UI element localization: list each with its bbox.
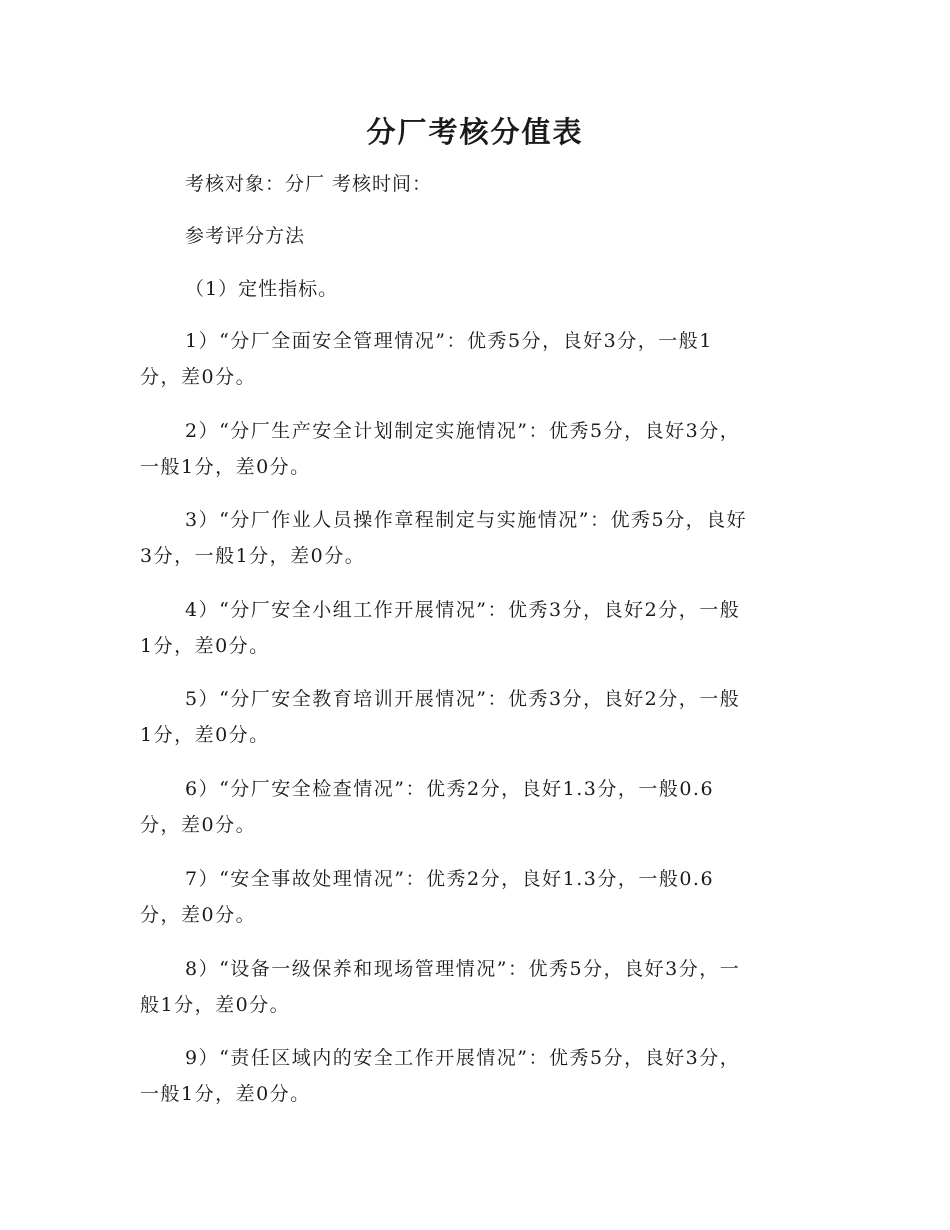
meta-line: 考核对象：分厂 考核时间： (185, 173, 433, 195)
criterion-line-1: 5）“分厂安全教育培训开展情况”：优秀3分，良好2分，一般 (185, 688, 741, 710)
criterion-line-1: 3）“分厂作业人员操作章程制定与实施情况”：优秀5分，良好 (185, 509, 748, 531)
criterion-line-2: 3分，一般1分，差0分。 (140, 545, 366, 567)
criterion-line-2: 分，差0分。 (140, 366, 257, 388)
criterion-line-1: 2）“分厂生产安全计划制定实施情况”：优秀5分，良好3分， (185, 420, 741, 442)
criterion-line-2: 分，差0分。 (140, 904, 257, 926)
criterion-line-1: 8）“设备一级保养和现场管理情况”：优秀5分，良好3分，一 (185, 958, 741, 980)
criterion-line-1: 9）“责任区域内的安全工作开展情况”：优秀5分，良好3分， (185, 1047, 741, 1069)
criterion-line-2: 一般1分，差0分。 (140, 456, 311, 478)
criterion-line-1: 7）“安全事故处理情况”：优秀2分，良好1.3分，一般0.6 (185, 868, 715, 890)
criterion-item-9 (140, 1040, 804, 1112)
criterion-item-7 (140, 861, 804, 933)
criterion-line-1: 4）“分厂安全小组工作开展情况”：优秀3分，良好2分，一般 (185, 599, 741, 621)
criterion-item-8 (140, 951, 804, 1023)
criterion-line-2: 分，差0分。 (140, 814, 257, 836)
document-title: 分厂考核分值表 (366, 115, 584, 149)
section-heading: （1）定性指标。 (185, 278, 339, 300)
criterion-item-2 (140, 413, 804, 485)
criterion-item-5 (140, 681, 804, 753)
method-heading: 参考评分方法 (185, 225, 306, 247)
criterion-line-1: 1）“分厂全面安全管理情况”：优秀5分，良好3分，一般1 (185, 330, 713, 352)
criterion-line-2: 般1分，差0分。 (140, 994, 291, 1016)
criterion-line-2: 1分，差0分。 (140, 724, 270, 746)
criterion-item-3 (140, 502, 804, 574)
criterion-item-1 (140, 323, 804, 395)
criterion-item-6 (140, 771, 804, 843)
criterion-line-2: 1分，差0分。 (140, 635, 270, 657)
criterion-line-1: 6）“分厂安全检查情况”：优秀2分，良好1.3分，一般0.6 (185, 778, 715, 800)
criterion-item-4 (140, 592, 804, 664)
criterion-line-2: 一般1分，差0分。 (140, 1083, 311, 1105)
